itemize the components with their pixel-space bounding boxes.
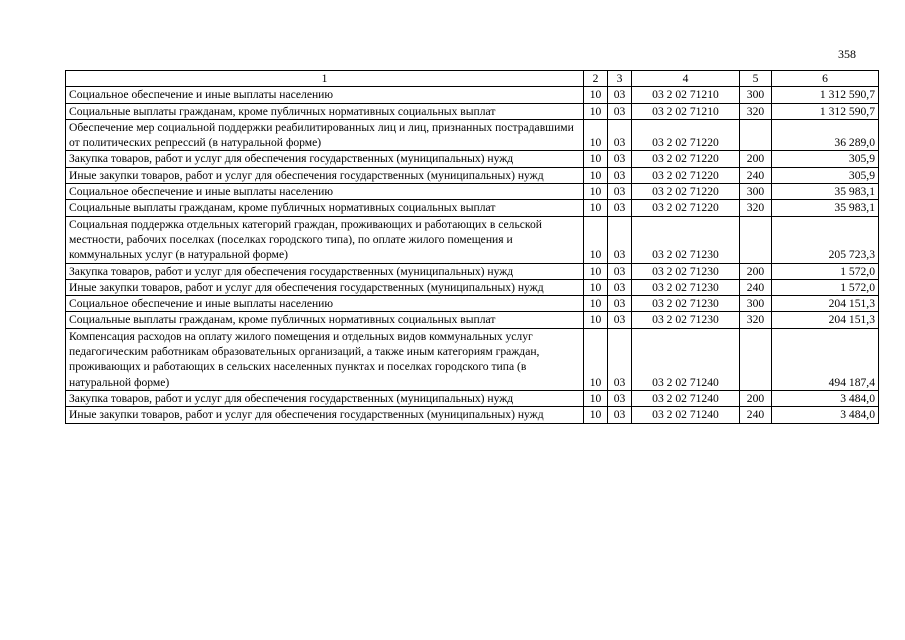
table-row — [66, 103, 879, 119]
section-code-cell: 10 — [584, 87, 608, 103]
amount-cell: 305,9 — [772, 151, 879, 167]
expenditure-name-cell: Иные закупки товаров, работ и услуг для обеспечения государственных (муниципальных) нужд — [66, 407, 584, 423]
expenditure-name-cell: Социальные выплаты гражданам, кроме публичных нормативных социальных выплат — [66, 200, 584, 216]
amount-cell: 204 151,3 — [772, 296, 879, 312]
target-article-cell: 03 2 02 71220 — [632, 184, 740, 200]
section-code-cell: 10 — [584, 200, 608, 216]
expenditure-name-cell: Социальная поддержка отдельных категорий граждан, проживающих и работающих в сельской местности, рабочих поселках (поселках городского типа), по оплате жилого помещения и коммунальных услуг (в натуральной форме) — [66, 216, 584, 263]
expenditure-name-cell: Закупка товаров, работ и услуг для обеспечения государственных (муниципальных) нужд — [66, 263, 584, 279]
table-row — [66, 263, 879, 279]
subsection-code-cell: 03 — [608, 151, 632, 167]
section-code-cell: 10 — [584, 279, 608, 295]
expense-type-cell: 320 — [740, 312, 772, 328]
expenditure-name-cell: Социальное обеспечение и иные выплаты населению — [66, 87, 584, 103]
header-col-5: 5 — [740, 71, 772, 87]
subsection-code-cell: 03 — [608, 390, 632, 406]
amount-cell: 204 151,3 — [772, 312, 879, 328]
expense-type-cell: 240 — [740, 407, 772, 423]
subsection-code-cell: 03 — [608, 407, 632, 423]
table-row — [66, 151, 879, 167]
subsection-code-cell: 03 — [608, 263, 632, 279]
expenditure-name-cell: Иные закупки товаров, работ и услуг для обеспечения государственных (муниципальных) нужд — [66, 167, 584, 183]
table-row — [66, 200, 879, 216]
subsection-code-cell: 03 — [608, 279, 632, 295]
expense-type-cell: 300 — [740, 87, 772, 103]
target-article-cell: 03 2 02 71220 — [632, 119, 740, 151]
section-code-cell: 10 — [584, 263, 608, 279]
subsection-code-cell: 03 — [608, 200, 632, 216]
budget-table — [65, 70, 879, 424]
table-row — [66, 390, 879, 406]
section-code-cell: 10 — [584, 328, 608, 390]
subsection-code-cell: 03 — [608, 296, 632, 312]
expense-type-cell: 240 — [740, 279, 772, 295]
target-article-cell: 03 2 02 71230 — [632, 296, 740, 312]
section-code-cell: 10 — [584, 296, 608, 312]
expense-type-cell: 320 — [740, 200, 772, 216]
subsection-code-cell: 03 — [608, 103, 632, 119]
amount-cell: 1 312 590,7 — [772, 87, 879, 103]
amount-cell: 3 484,0 — [772, 390, 879, 406]
table-body — [66, 87, 879, 423]
target-article-cell: 03 2 02 71230 — [632, 312, 740, 328]
target-article-cell: 03 2 02 71210 — [632, 87, 740, 103]
table-row — [66, 296, 879, 312]
section-code-cell: 10 — [584, 167, 608, 183]
target-article-cell: 03 2 02 71240 — [632, 390, 740, 406]
target-article-cell: 03 2 02 71220 — [632, 200, 740, 216]
section-code-cell: 10 — [584, 151, 608, 167]
target-article-cell: 03 2 02 71210 — [632, 103, 740, 119]
section-code-cell: 10 — [584, 216, 608, 263]
expense-type-cell: 200 — [740, 151, 772, 167]
amount-cell: 36 289,0 — [772, 119, 879, 151]
table-row — [66, 328, 879, 390]
section-code-cell: 10 — [584, 390, 608, 406]
subsection-code-cell: 03 — [608, 87, 632, 103]
section-code-cell: 10 — [584, 119, 608, 151]
section-code-cell: 10 — [584, 184, 608, 200]
subsection-code-cell: 03 — [608, 167, 632, 183]
expense-type-cell: 200 — [740, 263, 772, 279]
target-article-cell: 03 2 02 71220 — [632, 151, 740, 167]
amount-cell: 35 983,1 — [772, 184, 879, 200]
section-code-cell: 10 — [584, 312, 608, 328]
table-row — [66, 119, 879, 151]
target-article-cell: 03 2 02 71240 — [632, 328, 740, 390]
expense-type-cell: 200 — [740, 390, 772, 406]
amount-cell: 1 312 590,7 — [772, 103, 879, 119]
table-row — [66, 279, 879, 295]
table-row — [66, 407, 879, 423]
expense-type-cell — [740, 119, 772, 151]
expenditure-name-cell: Социальное обеспечение и иные выплаты населению — [66, 184, 584, 200]
header-col-1: 1 — [66, 71, 584, 87]
section-code-cell: 10 — [584, 407, 608, 423]
expenditure-name-cell: Обеспечение мер социальной поддержки реабилитированных лиц и лиц, признанных пострадавшими от политических репрессий (в натуральной форме) — [66, 119, 584, 151]
section-code-cell: 10 — [584, 103, 608, 119]
table-row — [66, 87, 879, 103]
expenditure-name-cell: Социальное обеспечение и иные выплаты населению — [66, 296, 584, 312]
header-col-6: 6 — [772, 71, 879, 87]
expense-type-cell: 300 — [740, 296, 772, 312]
expenditure-name-cell: Компенсация расходов на оплату жилого помещения и отдельных видов коммунальных услуг педагогическим работникам образовательных организаций, а также иным категориям граждан, проживающих и работающих в сельских населенных пунктах и поселках городского типа (в натуральной форме) — [66, 328, 584, 390]
header-col-3: 3 — [608, 71, 632, 87]
subsection-code-cell: 03 — [608, 312, 632, 328]
target-article-cell: 03 2 02 71230 — [632, 263, 740, 279]
amount-cell: 3 484,0 — [772, 407, 879, 423]
amount-cell: 305,9 — [772, 167, 879, 183]
expenditure-name-cell: Закупка товаров, работ и услуг для обеспечения государственных (муниципальных) нужд — [66, 390, 584, 406]
expense-type-cell: 300 — [740, 184, 772, 200]
amount-cell: 1 572,0 — [772, 279, 879, 295]
subsection-code-cell: 03 — [608, 184, 632, 200]
amount-cell: 494 187,4 — [772, 328, 879, 390]
table-row — [66, 184, 879, 200]
expense-type-cell — [740, 328, 772, 390]
subsection-code-cell: 03 — [608, 328, 632, 390]
expense-type-cell: 240 — [740, 167, 772, 183]
header-col-4: 4 — [632, 71, 740, 87]
target-article-cell: 03 2 02 71230 — [632, 216, 740, 263]
expenditure-name-cell: Социальные выплаты гражданам, кроме публичных нормативных социальных выплат — [66, 312, 584, 328]
amount-cell: 1 572,0 — [772, 263, 879, 279]
target-article-cell: 03 2 02 71240 — [632, 407, 740, 423]
subsection-code-cell: 03 — [608, 216, 632, 263]
expenditure-name-cell: Иные закупки товаров, работ и услуг для обеспечения государственных (муниципальных) нужд — [66, 279, 584, 295]
amount-cell: 35 983,1 — [772, 200, 879, 216]
table-row — [66, 312, 879, 328]
amount-cell: 205 723,3 — [772, 216, 879, 263]
target-article-cell: 03 2 02 71220 — [632, 167, 740, 183]
subsection-code-cell: 03 — [608, 119, 632, 151]
table-row — [66, 167, 879, 183]
expense-type-cell — [740, 216, 772, 263]
target-article-cell: 03 2 02 71230 — [632, 279, 740, 295]
table-row — [66, 216, 879, 263]
page-number: 358 — [838, 47, 856, 61]
expense-type-cell: 320 — [740, 103, 772, 119]
expenditure-name-cell: Социальные выплаты гражданам, кроме публичных нормативных социальных выплат — [66, 103, 584, 119]
expenditure-name-cell: Закупка товаров, работ и услуг для обеспечения государственных (муниципальных) нужд — [66, 151, 584, 167]
header-col-2: 2 — [584, 71, 608, 87]
table-header-row — [66, 71, 879, 87]
